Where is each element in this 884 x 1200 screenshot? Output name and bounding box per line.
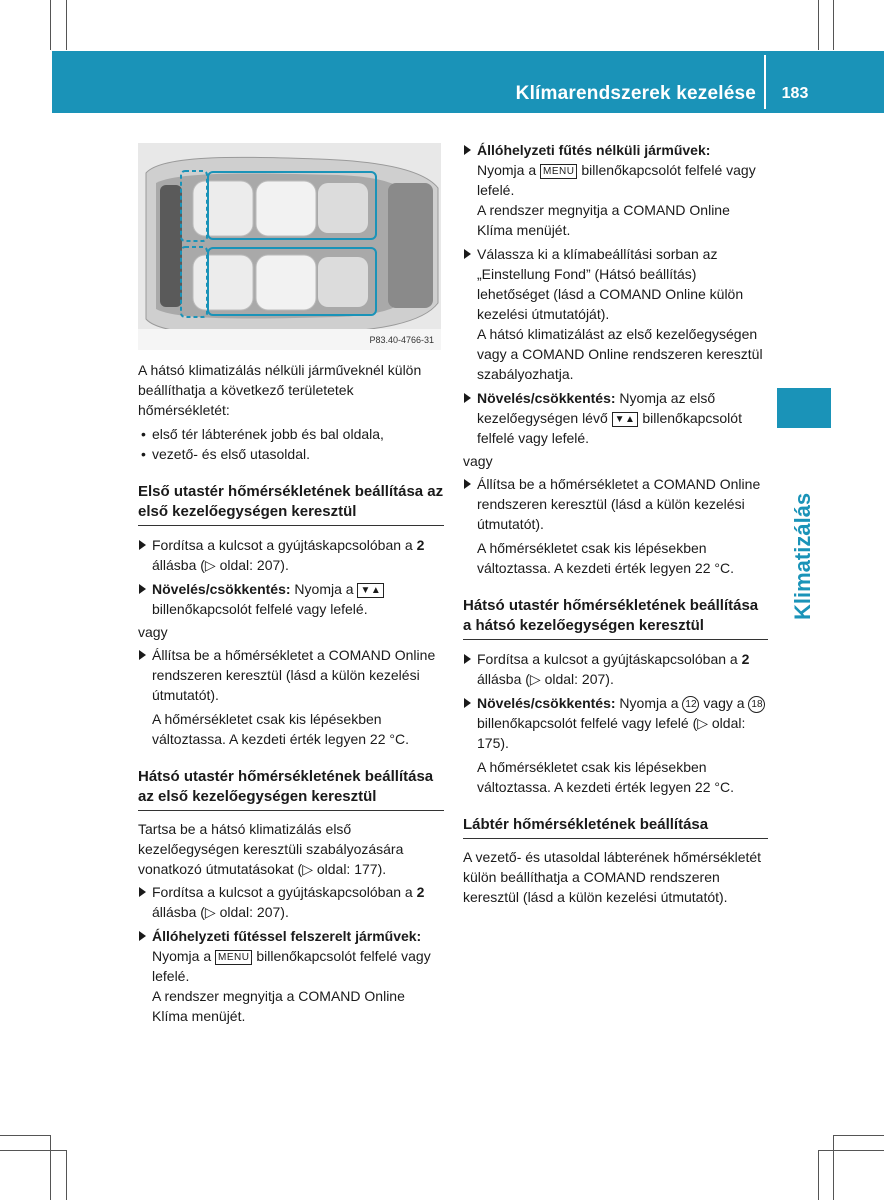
crop-mark bbox=[0, 1150, 66, 1151]
menu-button-icon: MENU bbox=[540, 164, 577, 179]
crop-mark bbox=[833, 1135, 834, 1200]
result-text: A hátsó klimatizálást az első kezelőegységen vagy a COMAND Online rendszeren keresztül szabályozhatja. bbox=[477, 326, 763, 382]
page-title: Klímarendszerek kezelése bbox=[515, 83, 756, 104]
figure-code: P83.40-4766-31 bbox=[369, 335, 434, 345]
rocker-switch-icon: ▼▲ bbox=[612, 412, 639, 427]
crop-mark bbox=[833, 1135, 884, 1136]
crop-mark bbox=[66, 1150, 67, 1200]
intro-text: Tartsa be a hátsó klimatizálás első kezelőegységen keresztüli szabályozására vonatkozó útmutatásokat (▷ oldal: 177). bbox=[138, 821, 404, 877]
crop-mark bbox=[818, 0, 819, 50]
crop-mark bbox=[833, 0, 834, 50]
car-seating-illustration bbox=[138, 143, 441, 350]
step-arrow-icon bbox=[139, 887, 146, 897]
menu-button-icon: MENU bbox=[215, 950, 252, 965]
note-text: A hőmérsékletet csak kis lépésekben változtassa. A kezdeti érték legyen 22 °C. bbox=[152, 711, 409, 747]
step-arrow-icon bbox=[464, 479, 471, 489]
instruction-step: Fordítsa a kulcsot a gyújtáskapcsolóban a 2 állásba (▷ oldal: 207). bbox=[138, 882, 444, 922]
right-column bbox=[463, 140, 768, 907]
instruction-step: Fordítsa a kulcsot a gyújtáskapcsolóban a 2 állásba (▷ oldal: 207). bbox=[463, 649, 768, 689]
section-heading: Első utastér hőmérsékletének beállítása az első kezelőegységen keresztül bbox=[138, 482, 444, 526]
instruction-step: Növelés/csökkentés: Nyomja a 12 vagy a 18 billenőkapcsolót felfelé vagy lefelé (▷ oldal: 175). bbox=[463, 693, 768, 753]
instruction-step: Állóhelyzeti fűtéssel felszerelt járművek: Nyomja a MENU billenőkapcsolót felfelé vagy lefelé. bbox=[138, 926, 444, 986]
step-arrow-icon bbox=[464, 654, 471, 664]
left-column bbox=[138, 360, 444, 1026]
body-text: A vezető- és utasoldal lábterének hőmérsékletét külön beállíthatja a COMAND rendszeren keresztül (lásd a külön kezelési útmutatót). bbox=[463, 849, 762, 905]
crop-mark bbox=[50, 1135, 51, 1200]
result-text: A rendszer megnyitja a COMAND Online Klíma menüjét. bbox=[477, 202, 730, 238]
page-number: 183 bbox=[781, 85, 809, 102]
note-text: A hőmérsékletet csak kis lépésekben változtassa. A kezdeti érték legyen 22 °C. bbox=[477, 540, 734, 576]
list-item: • első tér lábterének jobb és bal oldala, bbox=[141, 426, 384, 442]
rocker-switch-icon: ▼▲ bbox=[357, 583, 384, 598]
step-arrow-icon bbox=[139, 650, 146, 660]
step-arrow-icon bbox=[139, 931, 146, 941]
instruction-step: Növelés/csökkentés: Nyomja az első kezelőegységen lévő ▼▲ billenőkapcsolót felfelé vagy lefelé. bbox=[463, 388, 768, 448]
step-arrow-icon bbox=[139, 584, 146, 594]
instruction-step: Állítsa be a hőmérsékletet a COMAND Online rendszeren keresztül (lásd a külön kezelési útmutatót). bbox=[138, 645, 444, 705]
step-arrow-icon bbox=[464, 145, 471, 155]
header-separator bbox=[764, 55, 766, 109]
crop-mark bbox=[0, 1135, 50, 1136]
list-item: • vezető- és első utasoldal. bbox=[141, 446, 310, 462]
instruction-step: Állóhelyzeti fűtés nélküli járművek: Nyomja a MENU billenőkapcsolót felfelé vagy lefelé. bbox=[463, 140, 768, 200]
step-arrow-icon bbox=[139, 540, 146, 550]
crop-mark bbox=[66, 0, 67, 50]
intro-text: A hátsó klimatizálás nélküli járműveknél külön beállíthatja a következő területetek hőmérsékletét: bbox=[138, 362, 422, 418]
result-text: A rendszer megnyitja a COMAND Online Klíma menüjét. bbox=[152, 988, 405, 1024]
crop-mark bbox=[50, 0, 51, 50]
crop-mark bbox=[818, 1150, 819, 1200]
crop-mark bbox=[818, 1150, 884, 1151]
or-text: vagy bbox=[463, 453, 493, 469]
button-18-icon: 18 bbox=[748, 696, 765, 713]
step-arrow-icon bbox=[464, 393, 471, 403]
instruction-step: Fordítsa a kulcsot a gyújtáskapcsolóban a 2 állásba (▷ oldal: 207). bbox=[138, 535, 444, 575]
or-text: vagy bbox=[138, 624, 168, 640]
instruction-step: Növelés/csökkentés: Nyomja a ▼▲ billenőkapcsolót felfelé vagy lefelé. bbox=[138, 579, 444, 619]
section-heading: Hátsó utastér hőmérsékletének beállítása az első kezelőegységen keresztül bbox=[138, 767, 444, 811]
button-12-icon: 12 bbox=[682, 696, 699, 713]
chapter-label: Klimatizálás bbox=[790, 492, 815, 620]
section-heading: Hátsó utastér hőmérsékletének beállítása a hátsó kezelőegységen keresztül bbox=[463, 596, 768, 640]
instruction-step: Állítsa be a hőmérsékletet a COMAND Online rendszeren keresztül (lásd a külön kezelési útmutatót). bbox=[463, 474, 768, 534]
step-arrow-icon bbox=[464, 249, 471, 259]
section-heading: Lábtér hőmérsékletének beállítása bbox=[463, 815, 768, 839]
step-arrow-icon bbox=[464, 698, 471, 708]
instruction-step: Válassza ki a klímabeállítási sorban az „Einstellung Fond” (Hátsó beállítás) lehetőséget (lásd a COMAND Online külön kezelési útmutatóját). bbox=[463, 244, 768, 324]
note-text: A hőmérsékletet csak kis lépésekben változtassa. A kezdeti érték legyen 22 °C. bbox=[477, 759, 734, 795]
chapter-tab bbox=[777, 388, 831, 428]
